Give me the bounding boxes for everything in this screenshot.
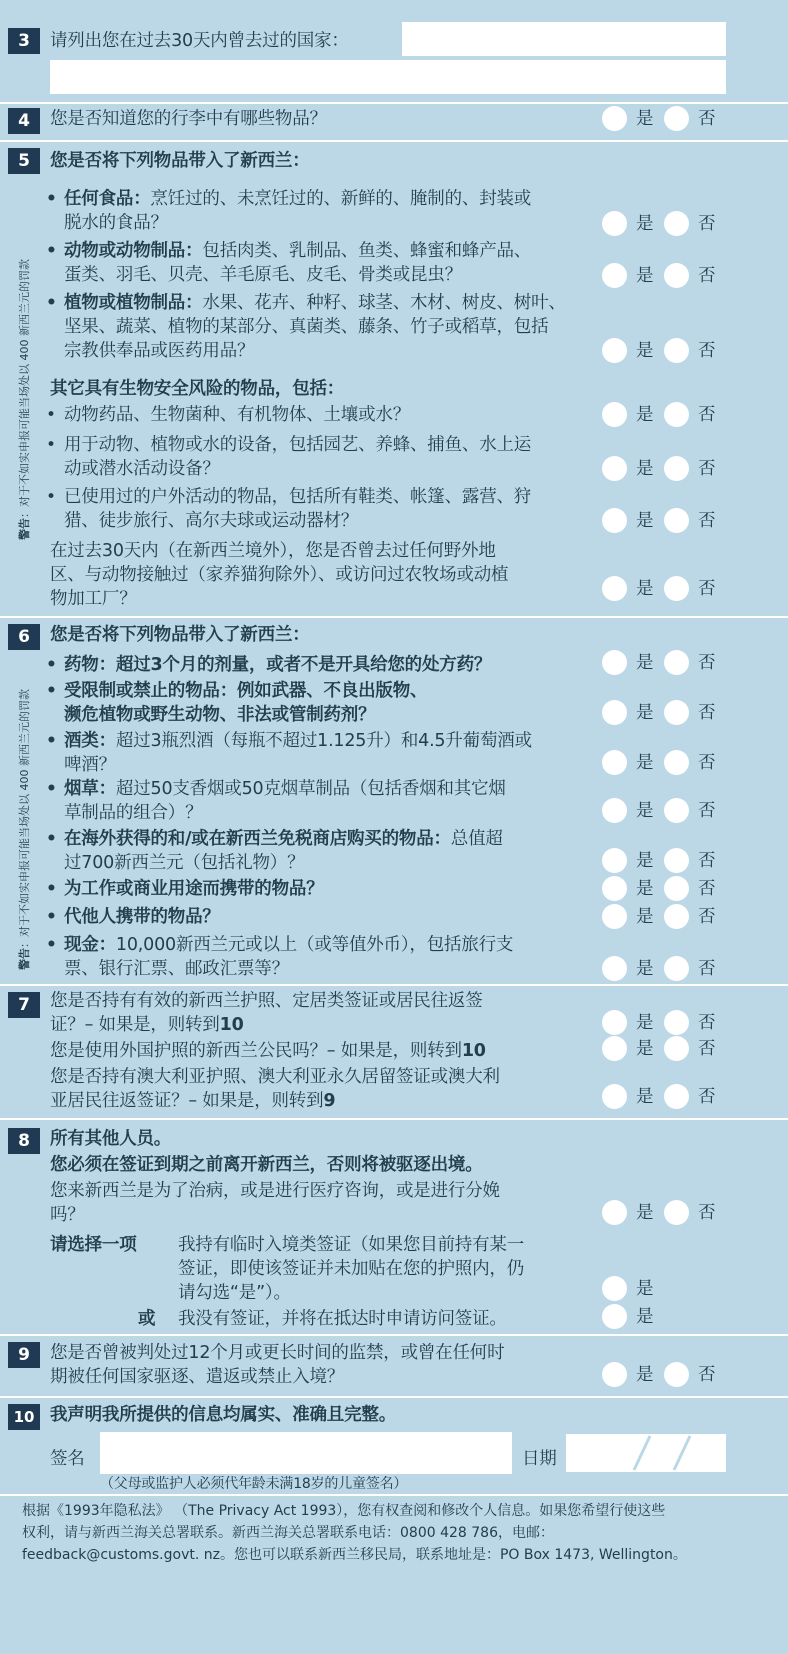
bullet: •	[46, 435, 57, 455]
guardian-note: （父母或监护人必须代年龄未满18岁的儿童签名）	[100, 1476, 408, 1492]
temp-visa-line3: 请勾选“是”）。	[178, 1283, 291, 1303]
no-radio[interactable]	[664, 402, 689, 427]
animal-text: 包括肉类、乳制品、鱼类、蜂蜜和蜂产品、	[202, 241, 532, 261]
yes-temp-visa	[634, 1276, 784, 1302]
no-radio[interactable]	[664, 338, 689, 363]
food-text: 烹饪过的、未烹饪过的、新鲜的、腌制的、封装或	[150, 189, 532, 209]
medicine-item: 药物：超过3个月的剂量，或者不是开具给您的处方药？	[64, 655, 492, 675]
bullet: •	[46, 731, 57, 751]
section-number-8: 8	[8, 1128, 40, 1154]
no-label: 否	[698, 653, 716, 673]
yes-label: 是	[636, 801, 654, 821]
no-label: 否	[698, 959, 716, 979]
no-radio[interactable]	[664, 576, 689, 601]
signature-label: 签名	[50, 1449, 85, 1469]
medical-visit-line2: 吗？	[50, 1205, 85, 1225]
select-one-label: 请选择一项	[50, 1235, 137, 1255]
no-radio[interactable]	[664, 263, 689, 288]
side-warning-text: ：对于不如实申报可能当场处以 400 新西兰元的罚款	[18, 259, 31, 518]
no-label: 否	[698, 801, 716, 821]
yes-radio[interactable]	[602, 263, 627, 288]
criminal-line1: 您是否曾被判处过12个月或更长时间的监禁，或曾在任何时	[50, 1343, 505, 1363]
section-number-5: 5	[8, 148, 40, 174]
animal-item-line2: 蛋类、羽毛、贝壳、羊毛原毛、皮毛、骨类或昆虫？	[64, 265, 462, 285]
no-label: 否	[698, 1087, 716, 1107]
yes-radio[interactable]	[602, 456, 627, 481]
bullet: •	[46, 879, 57, 899]
nz-passport-text: 证？– 如果是，则转到	[50, 1015, 220, 1035]
yes-radio[interactable]	[602, 876, 627, 901]
yes-label: 是	[636, 851, 654, 871]
dutyfree-item-line1	[64, 826, 503, 852]
no-label: 否	[698, 907, 716, 927]
no-label: 否	[698, 579, 716, 599]
yes-no-visa	[634, 1304, 784, 1330]
food-item-line2: 脱水的食品？	[64, 213, 168, 233]
plant-item-line3: 宗教供奉品或医药用品？	[64, 341, 255, 361]
yes-no-alcohol	[634, 750, 784, 776]
yes-radio[interactable]	[602, 1200, 627, 1225]
yes-label: 是	[636, 879, 654, 899]
no-radio[interactable]	[664, 848, 689, 873]
bullet: •	[46, 405, 57, 425]
no-label: 否	[698, 879, 716, 899]
luggage-question: 您是否知道您的行李中有哪些物品？	[50, 109, 327, 129]
bullet: •	[46, 241, 57, 261]
no-label: 否	[698, 1013, 716, 1033]
yes-label: 是	[636, 341, 654, 361]
yes-radio[interactable]	[602, 576, 627, 601]
yes-no-food	[634, 211, 784, 237]
yes-no-dutyfree	[634, 848, 784, 874]
bio-item-2-line2: 动或潜水活动设备？	[64, 459, 220, 479]
yes-no-bio2	[634, 456, 784, 482]
no-label: 否	[698, 214, 716, 234]
yes-label: 是	[636, 907, 654, 927]
bullet: •	[46, 935, 57, 955]
past-travel-line2: 区、与动物接触过（家养猫狗除外）、或访问过农牧场或动植	[50, 565, 509, 585]
others-item: 代他人携带的物品？	[64, 907, 220, 927]
no-label: 否	[698, 459, 716, 479]
section6-side-warning	[18, 689, 32, 970]
yes-radio[interactable]	[602, 904, 627, 929]
no-label: 否	[698, 703, 716, 723]
section5-side-warning	[18, 259, 32, 540]
plant-item-line1	[64, 290, 566, 316]
yes-radio[interactable]	[602, 106, 627, 131]
past-travel-line3: 物加工厂？	[50, 589, 137, 609]
yes-label: 是	[636, 579, 654, 599]
divider	[0, 102, 788, 104]
yes-no-bio3	[634, 508, 784, 534]
bio-item-3-line2: 猎、徒步旅行、高尔夫球或运动器材？	[64, 511, 359, 531]
cash-text: 10,000新西兰元或以上（或等值外币），包括旅行支	[115, 935, 514, 955]
section8-heading1: 所有其他人员。	[50, 1129, 172, 1149]
section-number-6: 6	[8, 624, 40, 650]
section-number-7: 7	[8, 992, 40, 1018]
alcohol-label: 酒类：	[64, 731, 116, 751]
alcohol-item-line2: 啤酒？	[64, 755, 116, 775]
no-radio[interactable]	[664, 700, 689, 725]
tobacco-text: 超过50支香烟或50克烟草制品（包括香烟和其它烟	[115, 779, 506, 799]
tobacco-item-line1	[64, 776, 506, 802]
no-radio[interactable]	[664, 956, 689, 981]
bullet: •	[46, 681, 57, 701]
yes-label: 是	[636, 1039, 654, 1059]
yes-no-bio1	[634, 402, 784, 428]
no-label: 否	[698, 511, 716, 531]
bullet: •	[46, 655, 57, 675]
yes-label: 是	[636, 1013, 654, 1033]
yes-no-others	[634, 904, 784, 930]
restricted-item-line2: 濒危植物或野生动物、非法或管制药剂？	[64, 705, 376, 725]
biosecurity-heading: 其它具有生物安全风险的物品，包括：	[50, 379, 345, 399]
countries-question: 请列出您在过去30天内曾去过的国家：	[50, 31, 349, 51]
past-travel-line1: 在过去30天内（在新西兰境外），您是否曾去过任何野外地	[50, 541, 496, 561]
no-label: 否	[698, 1365, 716, 1385]
no-radio[interactable]	[664, 904, 689, 929]
medical-visit-line1: 您来新西兰是为了治病，或是进行医疗咨询，或是进行分娩	[50, 1181, 500, 1201]
goto-9: 9	[323, 1091, 336, 1111]
yes-radio[interactable]	[602, 1036, 627, 1061]
yes-radio[interactable]	[602, 848, 627, 873]
yes-label: 是	[636, 1279, 654, 1299]
declaration: 我声明我所提供的信息均属实、准确且完整。	[50, 1405, 396, 1425]
yes-no-medicine	[634, 650, 784, 676]
dutyfree-text: 总值超	[450, 829, 503, 849]
nz-citizen-foreign-passport	[50, 1038, 486, 1064]
bullet: •	[46, 779, 57, 799]
yes-label: 是	[636, 1307, 654, 1327]
section5-heading: 您是否将下列物品带入了新西兰：	[50, 151, 310, 171]
no-radio[interactable]	[664, 1200, 689, 1225]
yes-label: 是	[636, 653, 654, 673]
no-radio[interactable]	[664, 876, 689, 901]
date-label: 日期	[522, 1449, 557, 1469]
yes-label: 是	[636, 1087, 654, 1107]
dutyfree-item-line2: 过700新西兰元（包括礼物）？	[64, 853, 305, 873]
no-radio[interactable]	[664, 750, 689, 775]
no-label: 否	[698, 341, 716, 361]
yes-no-cash	[634, 956, 784, 982]
section-number-3: 3	[8, 28, 40, 54]
yes-label: 是	[636, 266, 654, 286]
signature-field[interactable]	[100, 1432, 512, 1474]
yes-no-nz-citizen	[634, 1036, 784, 1062]
yes-radio[interactable]	[602, 1276, 627, 1301]
divider	[0, 1334, 788, 1336]
privacy-footer-line3: feedback@customs.govt. nz。您也可以联系新西兰移民局，联系地址是：PO Box 1473, Wellington。	[22, 1547, 687, 1563]
no-label: 否	[698, 266, 716, 286]
yes-label: 是	[636, 109, 654, 129]
plant-item-line2: 坚果、蔬菜、植物的某部分、真菌类、藤条、竹子或稻草，包括	[64, 317, 549, 337]
au-passport-line2	[50, 1088, 335, 1114]
privacy-footer-line1: 根据《1993年隐私法》 （The Privacy Act 1993），您有权查阅和修改个人信息。如果您希望行使这些	[22, 1503, 666, 1519]
alcohol-text: 超过3瓶烈酒（每瓶不超过1.125升）和4.5升葡萄酒或	[115, 731, 532, 751]
bullet: •	[46, 907, 57, 927]
section-number-4: 4	[8, 108, 40, 134]
side-warning-title: 警告	[18, 948, 31, 970]
no-radio[interactable]	[664, 650, 689, 675]
animal-label: 动物或动物制品：	[64, 241, 203, 261]
no-label: 否	[698, 405, 716, 425]
goto-10: 10	[461, 1041, 486, 1061]
no-radio[interactable]	[664, 1036, 689, 1061]
no-radio[interactable]	[664, 508, 689, 533]
yes-radio[interactable]	[602, 508, 627, 533]
tobacco-label: 烟草：	[64, 779, 116, 799]
no-radio[interactable]	[664, 211, 689, 236]
bullet: •	[46, 293, 57, 313]
section6-heading: 您是否将下列物品带入了新西兰：	[50, 625, 310, 645]
section-number-10: 10	[8, 1404, 40, 1430]
yes-radio[interactable]	[602, 1362, 627, 1387]
yes-label: 是	[636, 1203, 654, 1223]
yes-label: 是	[636, 459, 654, 479]
nz-passport-line2	[50, 1012, 244, 1038]
bio-item-3-line1: 已使用过的户外活动的物品，包括所有鞋类、帐篷、露营、狩	[64, 487, 532, 507]
yes-radio[interactable]	[602, 402, 627, 427]
divider	[0, 984, 788, 986]
criminal-line2: 期被任何国家驱逐、遣返或禁止入境？	[50, 1367, 345, 1387]
no-label: 否	[698, 753, 716, 773]
divider	[0, 1118, 788, 1120]
divider	[0, 1396, 788, 1398]
yes-label: 是	[636, 1365, 654, 1385]
or-label: 或	[138, 1309, 156, 1329]
yes-radio[interactable]	[602, 798, 627, 823]
no-visa-option: 我没有签证，并将在抵达时申请访问签证。	[178, 1309, 507, 1329]
temp-visa-line1: 我持有临时入境类签证（如果您目前持有某一	[178, 1235, 524, 1255]
section-number-9: 9	[8, 1342, 40, 1368]
dutyfree-label: 在海外获得的和/或在新西兰免税商店购买的物品：	[64, 829, 451, 849]
bullet: •	[46, 487, 57, 507]
yes-label: 是	[636, 959, 654, 979]
yes-radio[interactable]	[602, 338, 627, 363]
bio-item-1: 动物药品、生物菌种、有机物体、土壤或水？	[64, 405, 410, 425]
no-radio[interactable]	[664, 798, 689, 823]
plant-label: 植物或植物制品：	[64, 293, 203, 313]
no-radio[interactable]	[664, 1362, 689, 1387]
yes-radio[interactable]	[602, 211, 627, 236]
yes-radio[interactable]	[602, 650, 627, 675]
yes-radio[interactable]	[602, 1010, 627, 1035]
restricted-item-line1: 受限制或禁止的物品：例如武器、不良出版物、	[64, 681, 428, 701]
yes-no-past-travel	[634, 576, 784, 602]
side-warning-text: ：对于不如实申报可能当场处以 400 新西兰元的罚款	[18, 689, 31, 948]
side-warning-title: 警告	[18, 518, 31, 540]
yes-no-nz-passport	[634, 1010, 784, 1036]
yes-no-animal	[634, 263, 784, 289]
yes-label: 是	[636, 753, 654, 773]
privacy-footer-line2: 权利，请与新西兰海关总署联系。新西兰海关总署联系电话：0800 428 786，电邮：	[22, 1525, 554, 1541]
plant-text: 水果、花卉、种籽、球茎、木材、树皮、树叶、	[202, 293, 566, 313]
no-label: 否	[698, 109, 716, 129]
divider	[0, 616, 788, 618]
yes-no-medical-visit	[634, 1200, 784, 1226]
goto-10: 10	[219, 1015, 244, 1035]
no-radio[interactable]	[664, 106, 689, 131]
temp-visa-line2: 签证，即使该签证并未加贴在您的护照内，仍	[178, 1259, 524, 1279]
yes-no-criminal	[634, 1362, 784, 1388]
yes-no-luggage	[634, 106, 784, 132]
au-passport-text: 亚居民往返签证？– 如果是，则转到	[50, 1091, 324, 1111]
countries-field-line1[interactable]	[402, 22, 726, 56]
nz-citizen-text: 您是使用外国护照的新西兰公民吗？– 如果是，则转到	[50, 1041, 462, 1061]
food-item-line1	[64, 186, 531, 212]
cash-item-line2: 票、银行汇票、邮政汇票等？	[64, 959, 289, 979]
yes-label: 是	[636, 405, 654, 425]
yes-radio[interactable]	[602, 700, 627, 725]
date-separators	[566, 1434, 726, 1472]
yes-no-au-passport	[634, 1084, 784, 1110]
no-radio[interactable]	[664, 1010, 689, 1035]
date-separator-1	[634, 1436, 650, 1470]
au-passport-line1: 您是否持有澳大利亚护照、澳大利亚永久居留签证或澳大利	[50, 1067, 500, 1087]
yes-label: 是	[636, 214, 654, 234]
no-radio[interactable]	[664, 456, 689, 481]
cash-label: 现金：	[64, 935, 116, 955]
no-label: 否	[698, 851, 716, 871]
no-label: 否	[698, 1039, 716, 1059]
section8-heading2: 您必须在签证到期之前离开新西兰，否则将被驱逐出境。	[50, 1155, 483, 1175]
yes-radio[interactable]	[602, 750, 627, 775]
divider	[0, 140, 788, 142]
business-item: 为工作或商业用途而携带的物品？	[64, 879, 324, 899]
yes-radio[interactable]	[602, 956, 627, 981]
yes-no-restricted	[634, 700, 784, 726]
food-label: 任何食品：	[64, 189, 151, 209]
animal-item-line1	[64, 238, 531, 264]
tobacco-item-line2: 草制品的组合）？	[64, 803, 203, 823]
bullet: •	[46, 829, 57, 849]
cash-item-line1	[64, 932, 513, 958]
yes-no-plant	[634, 338, 784, 364]
divider	[0, 1494, 788, 1496]
date-separator-2	[674, 1436, 690, 1470]
yes-label: 是	[636, 703, 654, 723]
yes-no-tobacco	[634, 798, 784, 824]
bio-item-2-line1: 用于动物、植物或水的设备，包括园艺、养蜂、捕鱼、水上运	[64, 435, 532, 455]
yes-radio[interactable]	[602, 1084, 627, 1109]
countries-field-line2[interactable]	[50, 60, 726, 94]
bullet: •	[46, 189, 57, 209]
nz-passport-line1: 您是否持有有效的新西兰护照、定居类签证或居民往返签	[50, 991, 483, 1011]
yes-no-business	[634, 876, 784, 902]
yes-label: 是	[636, 511, 654, 531]
yes-radio[interactable]	[602, 1304, 627, 1329]
no-radio[interactable]	[664, 1084, 689, 1109]
alcohol-item-line1	[64, 728, 532, 754]
no-label: 否	[698, 1203, 716, 1223]
